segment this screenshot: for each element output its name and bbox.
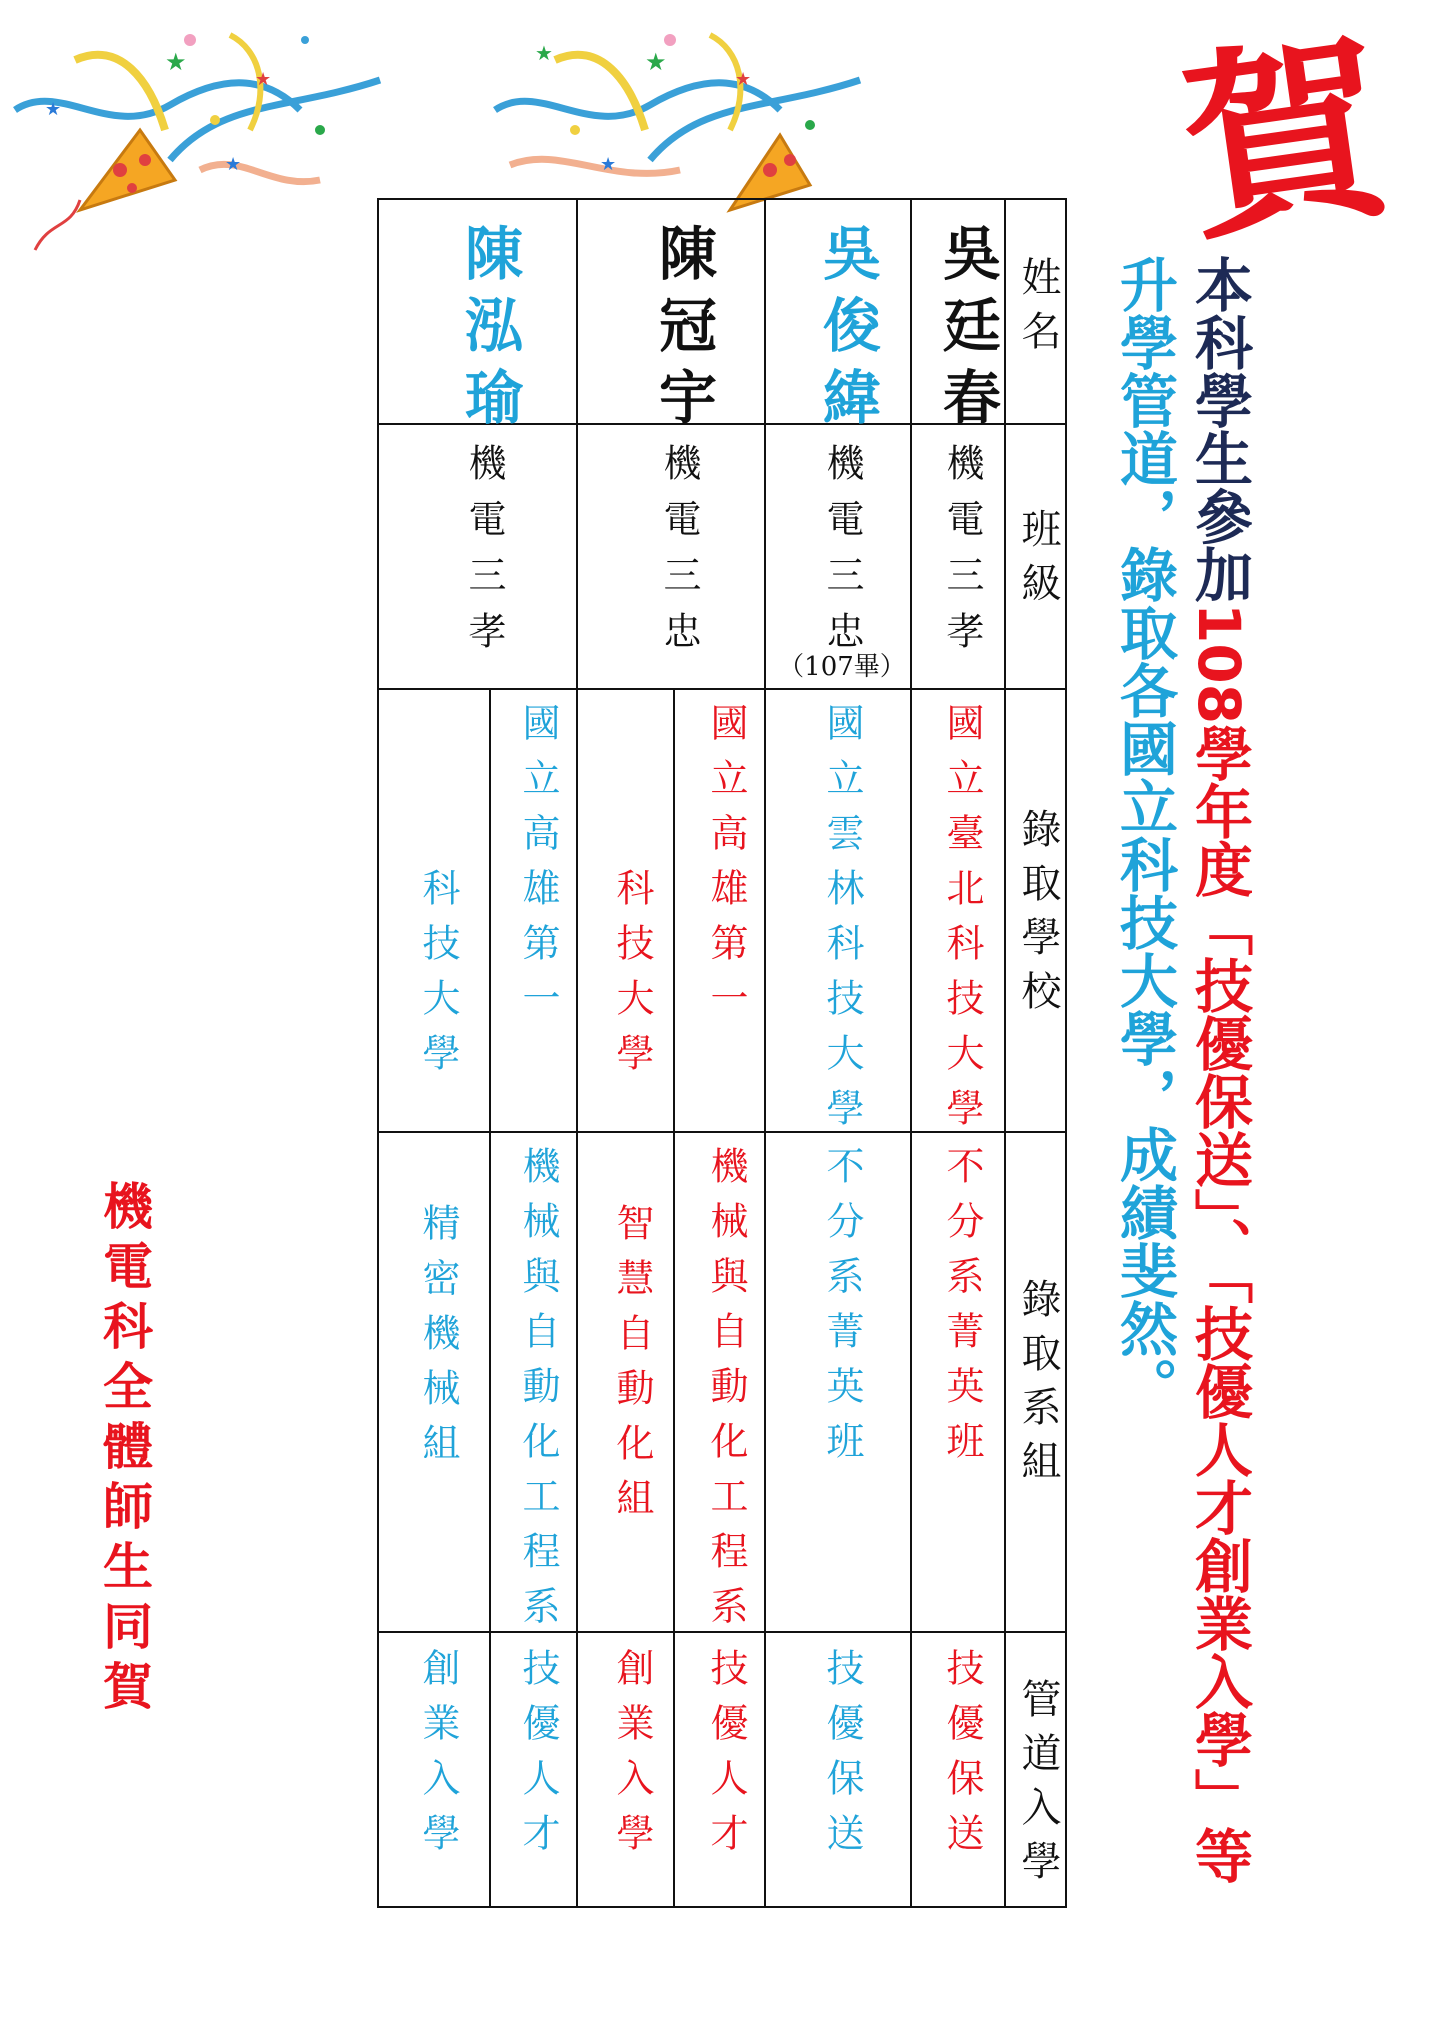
congrats-calligraphy: 賀 [1169,9,1401,270]
student-name: 吳俊緯 [813,223,881,439]
svg-text:★: ★ [735,69,752,90]
student-channel: 技優保送 [820,1648,864,1868]
student-dept: 機械與自動化工程系 [516,1146,560,1641]
headline-line-1-start: 本科學生參加 [1185,255,1253,603]
student-school: 國立雲林科技大學 [820,703,864,1143]
header-channel: 管道入學 [1015,1678,1061,1894]
student-dept: 智慧自動化組 [610,1203,654,1533]
party-popper-icon [495,34,860,210]
signature: 機電科全體師生同賀 [95,1180,153,1720]
student-name: 陳泓瑜 [455,223,523,439]
header-name: 姓名 [1015,256,1061,364]
student-name: 吳廷春 [933,223,1001,439]
student-channel: 技優人才 [516,1648,560,1868]
header-class: 班級 [1015,508,1061,616]
svg-text:★: ★ [645,48,667,76]
student-name: 陳冠宇 [649,223,717,439]
svg-text:★: ★ [45,99,62,120]
student-school: 國立臺北科技大學 [940,703,984,1143]
student-class: 機電三孝 [940,443,984,667]
headline-line-1 [1185,255,1253,1955]
svg-text:★: ★ [535,41,553,65]
header-school: 錄取學校 [1015,808,1061,1024]
headline-line-2: 升學管道，錄取各國立科技大學，成績斐然。 [1110,255,1178,1415]
svg-text:★: ★ [255,69,272,90]
student-dept: 精密機械組 [416,1203,460,1478]
student-school: 國立高雄第一 [704,703,748,1033]
student-class-note: （107畢） [778,652,906,682]
student-school: 科技大學 [610,868,654,1088]
headline-year: 108 [1185,603,1253,725]
star-icon: ★ [165,48,187,76]
student-class: 機電三忠 [657,443,701,667]
student-channel: 創業入學 [610,1648,654,1868]
student-dept: 不分系菁英班 [820,1146,864,1476]
student-dept: 不分系菁英班 [940,1146,984,1476]
party-popper-icon [15,34,380,250]
headline-line-1-rest: 學年度「技優保送」、「技優人才創業入學」等 [1185,724,1253,1885]
svg-text:★: ★ [600,154,617,175]
student-class: 機電三孝 [462,443,506,667]
student-school: 國立高雄第一 [516,703,560,1033]
header-dept: 錄取系組 [1015,1278,1061,1494]
student-channel: 技優保送 [940,1648,984,1868]
student-channel: 技優人才 [704,1648,748,1868]
svg-text:★: ★ [225,154,242,175]
student-class: 機電三忠 [820,443,864,667]
student-dept: 機械與自動化工程系 [704,1146,748,1641]
admission-table [377,198,1067,1908]
student-school: 科技大學 [416,868,460,1088]
student-channel: 創業入學 [416,1648,460,1868]
